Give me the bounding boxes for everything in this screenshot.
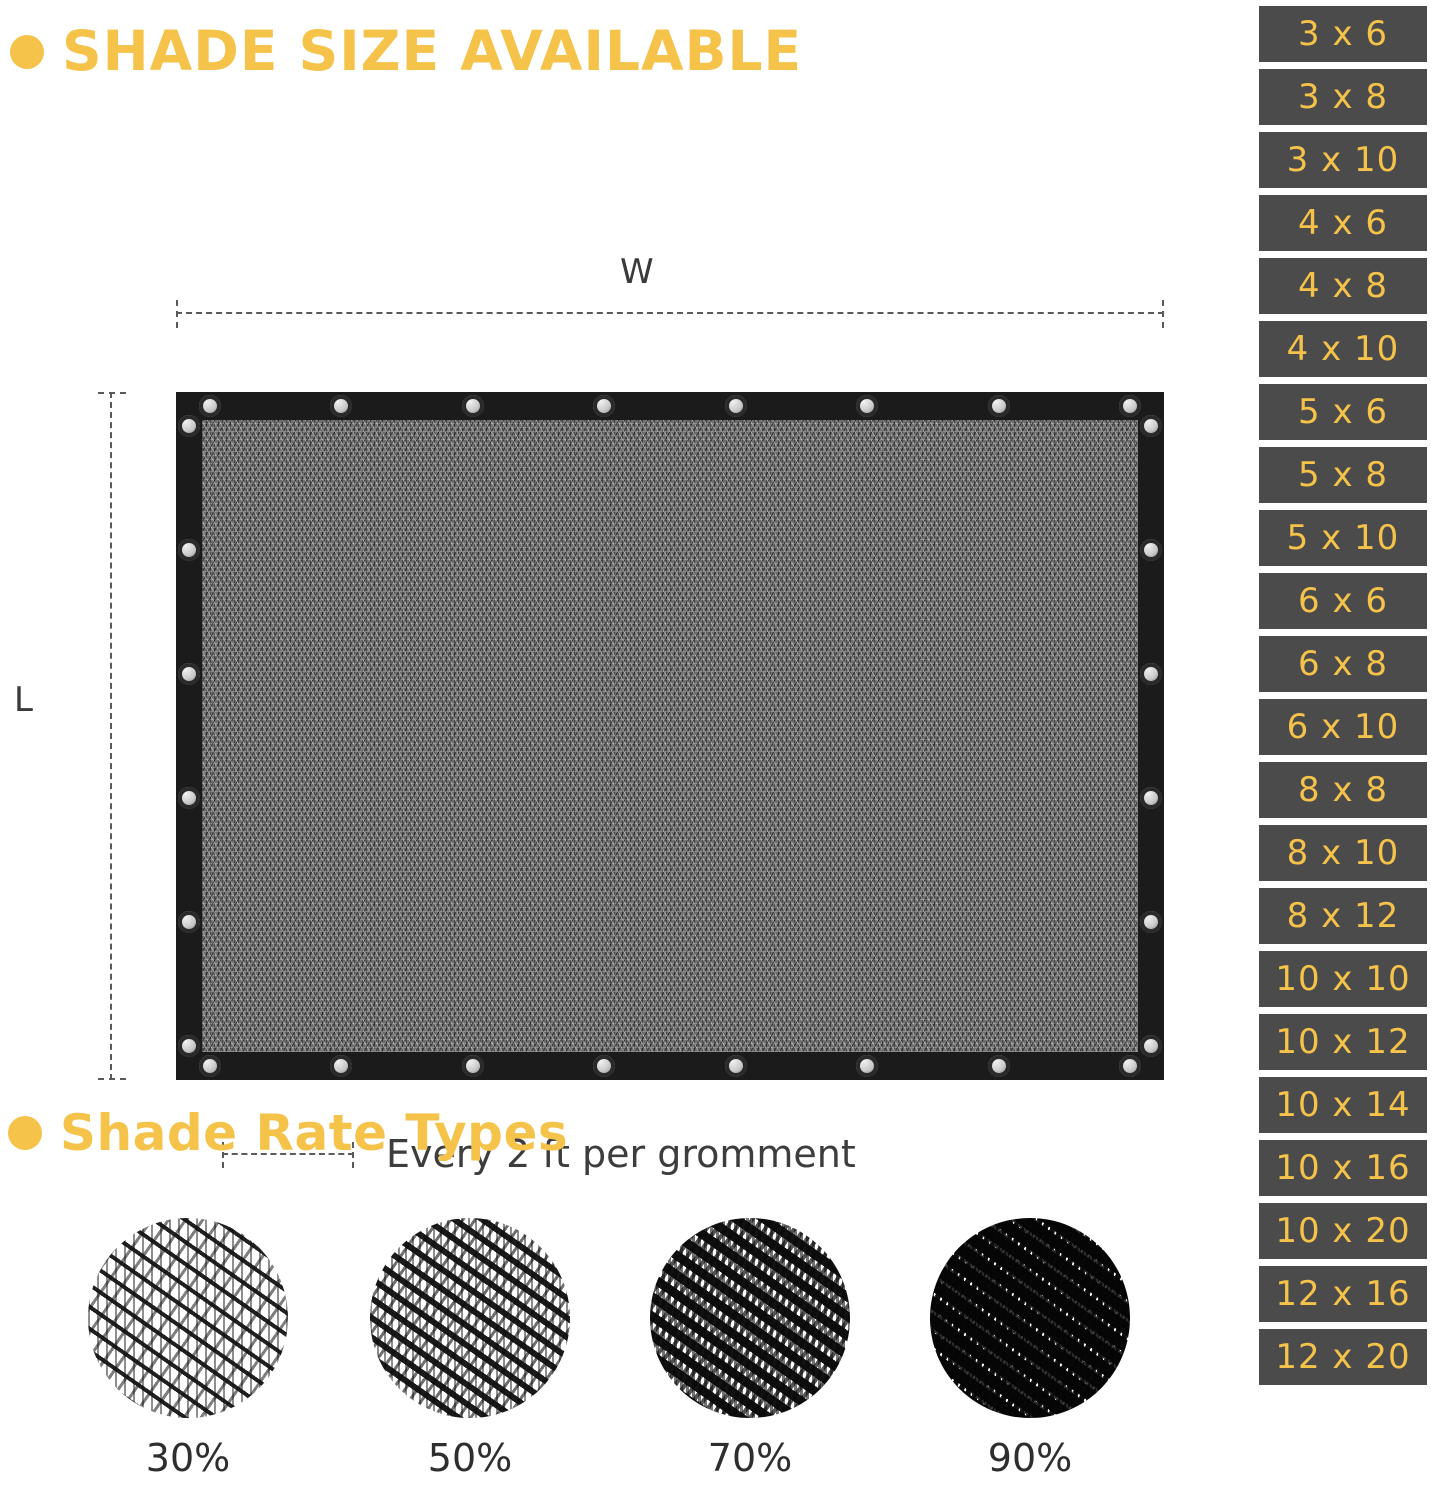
shade-size-heading [10, 19, 803, 83]
grommet-icon [725, 395, 747, 417]
shade-rate-heading-text: Shade Rate Types [60, 1104, 569, 1162]
width-label: W [620, 252, 654, 292]
grommet-icon [1140, 539, 1162, 561]
grommet-icon [199, 1055, 221, 1077]
size-chip[interactable]: 5 x 6 [1259, 384, 1427, 440]
size-chip[interactable]: 12 x 20 [1259, 1329, 1427, 1385]
size-chip[interactable]: 10 x 16 [1259, 1140, 1427, 1196]
width-tick-right [1162, 300, 1164, 328]
grommet-icon [1140, 911, 1162, 933]
grommet-icon [178, 539, 200, 561]
length-tick-bottom [98, 1078, 126, 1080]
width-dimension-line [176, 312, 1164, 314]
shade-cloth-panel [176, 392, 1164, 1080]
grommet-icon [1140, 663, 1162, 685]
grommet-icon [178, 663, 200, 685]
shade-rate-list [60, 1218, 1220, 1488]
size-chip[interactable]: 3 x 6 [1259, 6, 1427, 62]
grommet-icon [856, 1055, 878, 1077]
size-chip[interactable]: 4 x 8 [1259, 258, 1427, 314]
grommet-icon [988, 1055, 1010, 1077]
grommet-icon [856, 395, 878, 417]
shade-rate-item [78, 1218, 298, 1480]
size-chip[interactable]: 10 x 14 [1259, 1077, 1427, 1133]
width-tick-left [176, 300, 178, 328]
size-chip[interactable]: 6 x 8 [1259, 636, 1427, 692]
grommet-icon [178, 911, 200, 933]
shade-rate-heading [8, 1104, 569, 1162]
size-chip[interactable]: 10 x 20 [1259, 1203, 1427, 1259]
grommet-icon [725, 1055, 747, 1077]
size-chip[interactable]: 5 x 8 [1259, 447, 1427, 503]
size-chip[interactable]: 6 x 6 [1259, 573, 1427, 629]
shade-rate-item [640, 1218, 860, 1480]
size-chip[interactable]: 8 x 12 [1259, 888, 1427, 944]
shade-rate-label: 90% [987, 1436, 1073, 1480]
grommet-icon [1140, 1035, 1162, 1057]
grommet-icon [199, 395, 221, 417]
shade-rate-item [360, 1218, 580, 1480]
grommet-icon [178, 787, 200, 809]
size-chip[interactable]: 5 x 10 [1259, 510, 1427, 566]
shade-size-heading-text: SHADE SIZE AVAILABLE [62, 19, 803, 83]
size-chip[interactable]: 10 x 12 [1259, 1014, 1427, 1070]
shade-rate-swatch-icon [930, 1218, 1130, 1418]
size-chip[interactable]: 6 x 10 [1259, 699, 1427, 755]
size-chip[interactable]: 3 x 10 [1259, 132, 1427, 188]
grommet-icon [988, 395, 1010, 417]
size-chip[interactable]: 8 x 8 [1259, 762, 1427, 818]
grommet-icon [1119, 1055, 1141, 1077]
size-chip[interactable]: 10 x 10 [1259, 951, 1427, 1007]
size-chip[interactable]: 3 x 8 [1259, 69, 1427, 125]
size-chip[interactable]: 4 x 10 [1259, 321, 1427, 377]
bullet-dot-icon [8, 1116, 42, 1150]
available-size-list [1259, 6, 1427, 1385]
grommet-spacing-caption: Every 2 ft per gromment [386, 1132, 856, 1176]
shade-rate-label: 70% [707, 1436, 793, 1480]
shade-rate-swatch-icon [370, 1218, 570, 1418]
grommet-icon [1119, 395, 1141, 417]
size-chip[interactable]: 4 x 6 [1259, 195, 1427, 251]
shade-cloth-mesh [202, 420, 1138, 1052]
grommet-icon [1140, 415, 1162, 437]
shade-rate-item [920, 1218, 1140, 1480]
grommet-icon [462, 1055, 484, 1077]
size-chip[interactable]: 12 x 16 [1259, 1266, 1427, 1322]
shade-rate-label: 30% [145, 1436, 231, 1480]
grommet-icon [1140, 787, 1162, 809]
grommet-icon [178, 1035, 200, 1057]
shade-rate-swatch-icon [88, 1218, 288, 1418]
grommet-icon [462, 395, 484, 417]
bullet-dot-icon [10, 35, 44, 69]
length-dimension-line [110, 392, 112, 1080]
shade-rate-swatch-icon [650, 1218, 850, 1418]
size-chip[interactable]: 8 x 10 [1259, 825, 1427, 881]
length-tick-top [98, 392, 126, 394]
shade-rate-label: 50% [427, 1436, 513, 1480]
length-label: L [14, 680, 33, 720]
grommet-icon [178, 415, 200, 437]
